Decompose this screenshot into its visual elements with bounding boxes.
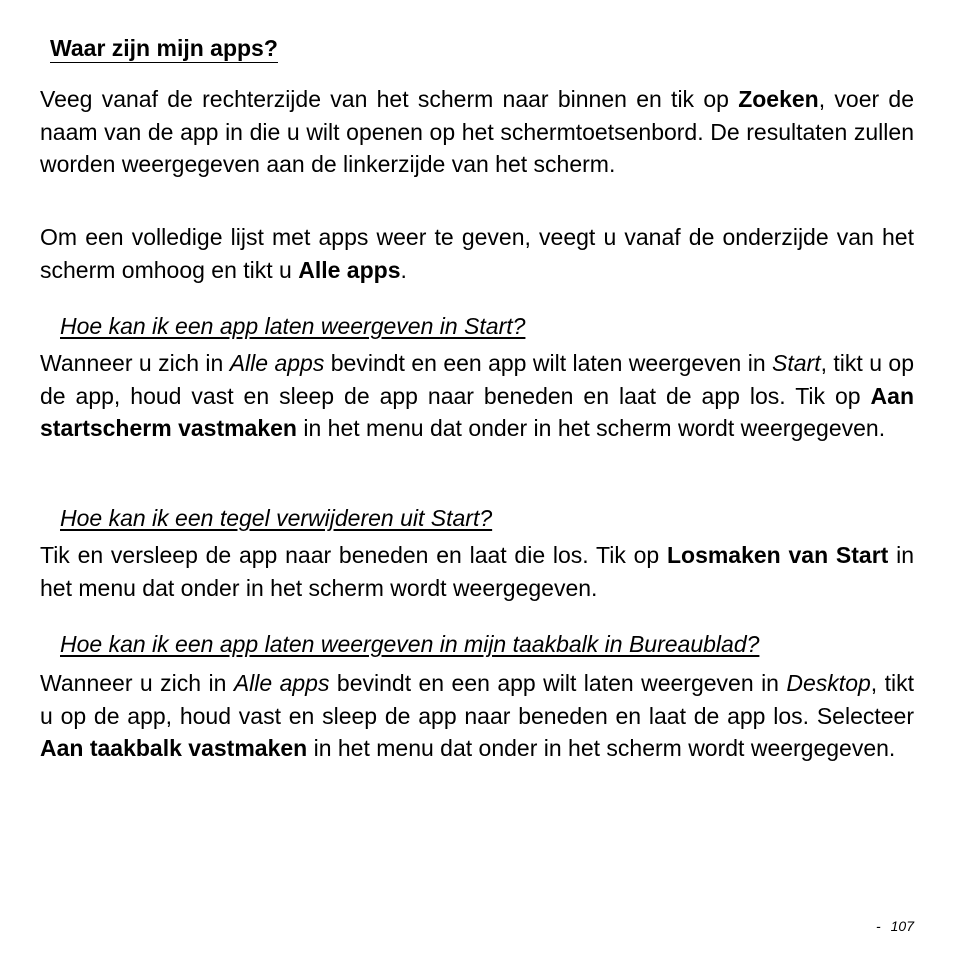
question-heading-remove-tile: Hoe kan ik een tegel verwijderen uit Start?	[60, 505, 493, 531]
question-heading-taskbar: Hoe kan ik een app laten weergeven in mijn taakbalk in Bureaublad?	[60, 631, 760, 657]
answer-paragraph-taskbar: Wanneer u zich in Alle apps bevindt en een app wilt laten weergeven in Desktop, tikt u op de app, houd vast en sleep de app naar beneden en laat de app los. Selecteer Aan taakbalk vastmaken in het menu dat onder in het scherm wordt weergegeven.	[40, 670, 914, 761]
answer-paragraph-remove-tile: Tik en versleep de app naar beneden en laat die los. Tik op Losmaken van Start in het menu dat onder in het scherm wordt weergegeven.	[40, 542, 914, 601]
answer-paragraph-start: Wanneer u zich in Alle apps bevindt en een app wilt laten weergeven in Start, tikt u op de app, houd vast en sleep de app naar beneden en laat de app los. Tik op Aan startscherm vastmaken in het menu dat onder in het scherm wordt weergegeven.	[40, 350, 914, 441]
paragraph-search-apps: Veeg vanaf de rechterzijde van het scherm naar binnen en tik op Zoeken, voer de naam van de app in die u wilt openen op het schermtoetsenbord. De resultaten zullen worden weergegeven aan de linkerzijde van het scherm.	[40, 86, 914, 177]
section-title: Waar zijn mijn apps?	[50, 35, 278, 61]
paragraph-all-apps: Om een volledige lijst met apps weer te geven, veegt u vanaf de onderzijde van het scherm omhoog en tikt u Alle apps.	[40, 224, 914, 283]
question-heading-start: Hoe kan ik een app laten weergeven in Start?	[60, 313, 526, 339]
page-number: 107	[890, 918, 914, 934]
footer-dash: -	[875, 918, 881, 934]
page-footer	[876, 918, 914, 934]
